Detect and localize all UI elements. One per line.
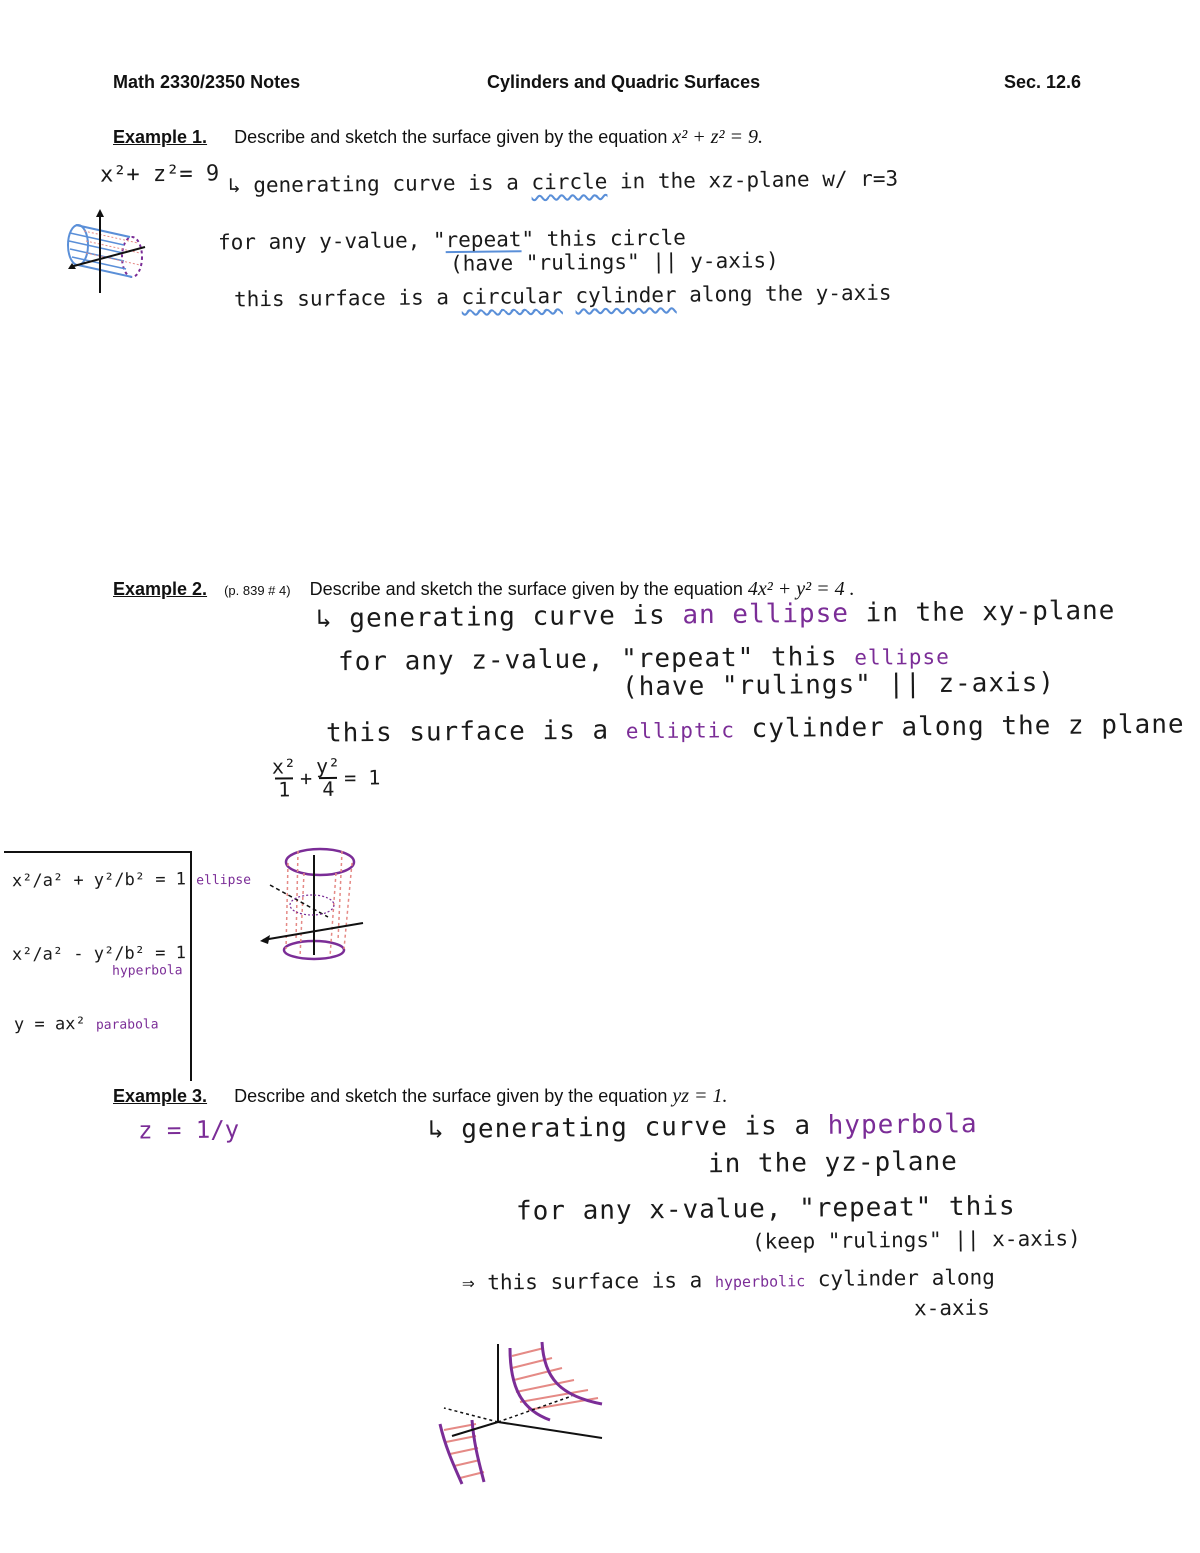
ex2-note-line1 (316, 596, 1116, 634)
ex2-frac2-num: y² (315, 753, 341, 779)
ex3-note-line1-pre: ↳ generating curve is a (427, 1110, 812, 1145)
ex3-note-line2: in the yz-plane (707, 1146, 958, 1180)
ex1-note-line4-pre: this surface is a (233, 285, 450, 312)
ex3-note-line5-pre: ⇒ this surface is a (461, 1268, 703, 1295)
header-title: Cylinders and Quadric Surfaces (487, 72, 761, 92)
ex3-note-line3: for any x-value, "repeat" this (515, 1191, 1016, 1227)
sidebar-parabola-row (14, 1013, 159, 1035)
ex1-note-repeat: repeat (445, 227, 522, 253)
ex2-frac2-den: 4 (319, 777, 337, 800)
ex1-note-cylinder: cylinder (575, 282, 677, 308)
example3-label: Example 3. (113, 1086, 208, 1106)
sidebar-ellipse-row (12, 869, 251, 892)
ex2-note-line4-post: cylinder along the z plane (751, 709, 1185, 745)
ex3-note-line4: (keep "rulings" || x-axis) (751, 1226, 1081, 1254)
sidebar-parabola-eq: y = ax² (13, 1014, 86, 1035)
example2-prompt: Describe and sketch the surface given by the equation (309, 579, 743, 599)
ex2-note-line3: (have "rulings" || z-axis) (621, 667, 1056, 703)
ex1-note-line1-post: in the xz-plane w/ r=3 (619, 166, 899, 194)
ex3-note-hyperbola: hyperbola (827, 1109, 978, 1141)
ex1-cylinder-sketch (60, 205, 155, 300)
example2-equation: 4x² + y² = 4 . (747, 578, 855, 600)
ex1-note-line4-post: along the y-axis (689, 280, 892, 307)
header-left: Math 2330/2350 Notes (113, 72, 301, 92)
ex2-note-line2-pre: for any z-value, "repeat" this (337, 641, 838, 678)
example1-equation: x² + z² = 9. (672, 126, 764, 148)
example3-prompt: Describe and sketch the surface given by the equation (234, 1086, 668, 1106)
sidebar-hyperbola-row (12, 943, 186, 980)
sidebar-hyperbola-name: hyperbola (112, 963, 183, 979)
example2-heading (113, 578, 855, 601)
ex2-frac1-num: x² (271, 754, 297, 779)
example3-heading (113, 1085, 728, 1108)
ex2-note-ellipse2: ellipse (854, 644, 950, 670)
ex3-note-line6: x-axis (913, 1295, 990, 1321)
ex2-frac-plus: + (299, 766, 313, 791)
header-section: Sec. 12.6 (1004, 72, 1082, 92)
ex3-note-line1 (428, 1109, 978, 1145)
ex3-note-line5-post: cylinder along (817, 1265, 995, 1292)
ex1-note-line3: (have "rulings" || y-axis) (449, 248, 779, 276)
ex2-note-ellipse: an ellipse (682, 598, 850, 631)
ex1-note-line2-post: " this circle (521, 225, 686, 252)
sidebar-parabola-name: parabola (95, 1017, 159, 1033)
example1-heading (113, 126, 763, 149)
sidebar-ellipse-name: ellipse (196, 872, 252, 889)
ex1-note-line4 (234, 281, 892, 312)
ex1-handwritten-equation: x²+ z²= 9 (99, 161, 220, 188)
ex2-frac1-den: 1 (275, 777, 293, 800)
ex2-fraction-equation (272, 755, 381, 800)
example2-label: Example 2. (113, 579, 208, 599)
ex1-note-line1-pre: ↳ generating curve is a (227, 170, 519, 198)
ex2-note-elliptic: elliptic (625, 718, 736, 744)
ex2-note-line4 (326, 710, 1185, 749)
ex2-note-line1-post: in the xy-plane (865, 595, 1116, 629)
example1-prompt: Describe and sketch the surface given by the equation (234, 127, 668, 147)
ex3-note-hyperbolic: hyperbolic (714, 1272, 806, 1292)
example1-label: Example 1. (113, 127, 208, 147)
example3-equation: yz = 1. (672, 1085, 728, 1107)
ex3-hyperbolic-cylinder-sketch (432, 1338, 612, 1488)
ex2-note-line1-pre: ↳ generating curve is (315, 600, 666, 635)
ex2-note-line4-pre: this surface is a (325, 715, 610, 749)
ex1-note-circle: circle (531, 169, 608, 195)
sidebar-ellipse-eq: x²/a² + y²/b² = 1 (11, 869, 187, 892)
ex3-handwritten-equation: z = 1/y (137, 1115, 240, 1145)
ex2-frac-rhs: = 1 (344, 765, 381, 790)
example2-ref: (p. 839 # 4) (224, 583, 291, 598)
ex2-fraction-2 (315, 753, 341, 802)
ex3-note-line5 (462, 1265, 995, 1295)
ex2-cylinder-sketch (258, 845, 368, 965)
sidebar-hyperbola-eq: x²/a² - y²/b² = 1 (11, 943, 187, 965)
ex1-note-line1 (228, 166, 898, 197)
ex1-note-circular: circular (461, 284, 563, 310)
ex2-fraction-1 (272, 756, 297, 800)
ex1-note-line2-pre: for any y-value, " (217, 228, 446, 255)
